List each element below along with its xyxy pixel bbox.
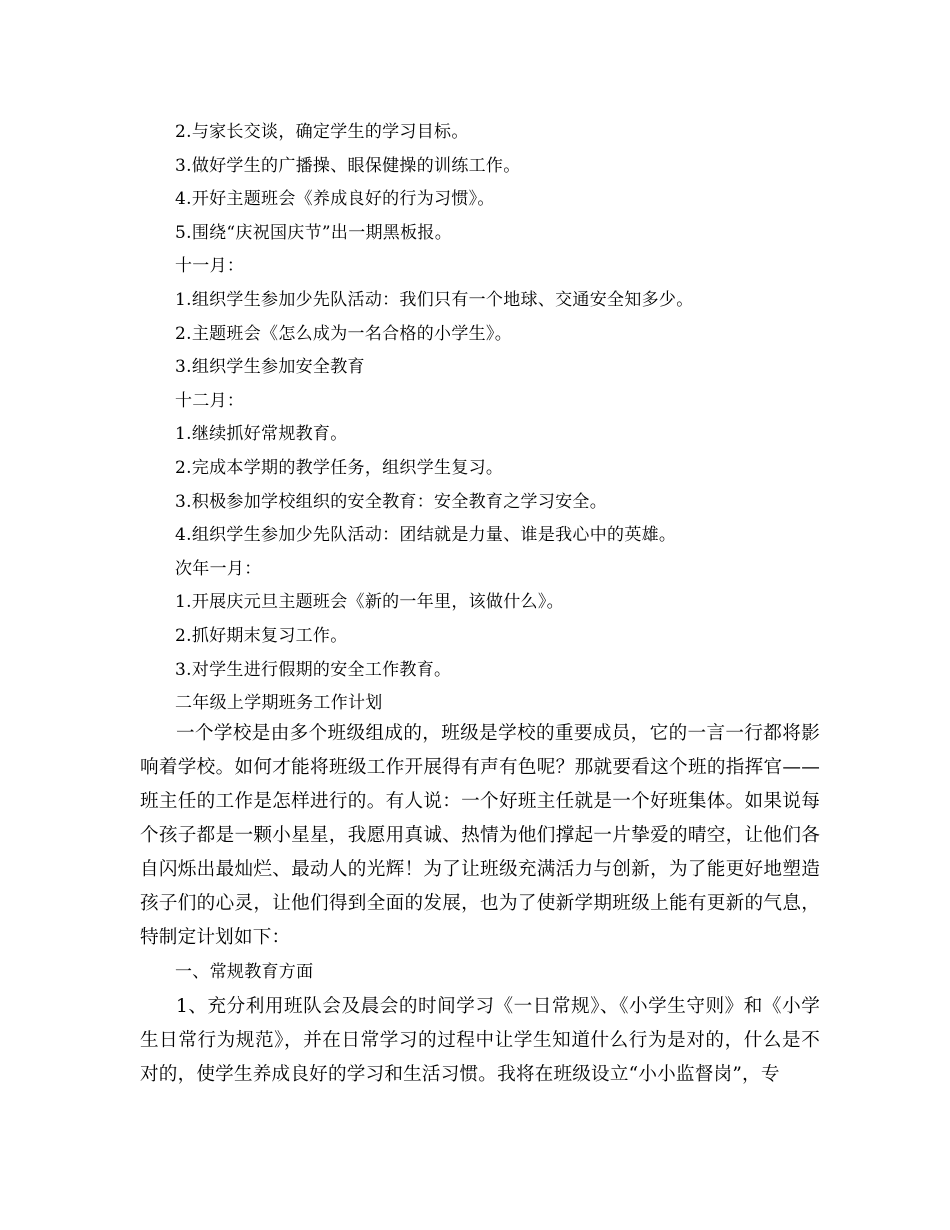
list-item: 2.与家长交谈，确定学生的学习目标。 bbox=[175, 122, 469, 142]
plan-list bbox=[175, 116, 825, 721]
list-item: 5.围绕“庆祝国庆节”出一期黑板报。 bbox=[175, 222, 453, 243]
list-item: 1.开展庆元旦主题班会《新的一年里，该做什么》。 bbox=[175, 592, 564, 613]
list-item: 3.对学生进行假期的安全工作教育。 bbox=[175, 659, 452, 680]
list-item: 3.做好学生的广播操、眼保健操的训练工作。 bbox=[175, 155, 521, 176]
section-heading: 一、常规教育方面 bbox=[175, 962, 314, 982]
intro-paragraph: 一个学校是由多个班级组成的，班级是学校的重要成员，它的一言一行都将影响着学校。如何才能将班级工作开展得有声有色呢？那就要看这个班的指挥官——班主任的工作是怎样进行的。有人说：一个好班主任就是一个好班集体。如果说每个孩子都是一颗小星星，我愿用真诚、热情为他们撑起一片挚爱的晴空，让他们各自闪烁出最灿烂、最动人的光辉！为了让班级充满活力与创新，为了能更好地塑造孩子们的心灵，让他们得到全面的发展，也为了使新学期班级上能有更新的气息，特制定计划如下： bbox=[140, 723, 820, 948]
list-item: 3.组织学生参加安全教育 bbox=[175, 357, 365, 378]
plan-title: 二年级上学期班务工作计划 bbox=[175, 693, 383, 714]
month-heading: 十一月： bbox=[175, 256, 245, 277]
month-heading: 次年一月： bbox=[175, 558, 262, 579]
list-item: 4.组织学生参加少先队活动：团结就是力量、谁是我心中的英雄。 bbox=[175, 525, 677, 546]
month-heading: 十二月： bbox=[175, 390, 245, 411]
list-item: 1.继续抓好常规教育。 bbox=[175, 424, 348, 445]
section-paragraph: 1、充分利用班队会及晨会的时间学习《一日常规》、《小学生守则》和《小学生日常行为规范》，并在日常学习的过程中让学生知道什么行为是对的，什么是不对的，使学生养成良好的学习和生活习惯。我将在班级设立“小小监督岗”，专 bbox=[140, 996, 820, 1085]
list-item: 3.积极参加学校组织的安全教育：安全教育之学习安全。 bbox=[175, 491, 608, 512]
list-item: 2.主题班会《怎么成为一名合格的小学生》。 bbox=[175, 323, 513, 344]
list-item: 1.组织学生参加少先队活动：我们只有一个地球、交通安全知多少。 bbox=[175, 289, 694, 310]
list-item: 2.抓好期末复习工作。 bbox=[175, 625, 348, 646]
list-item: 4.开好主题班会《养成良好的行为习惯》。 bbox=[175, 189, 495, 210]
list-item: 2.完成本学期的教学任务，组织学生复习。 bbox=[175, 457, 504, 478]
